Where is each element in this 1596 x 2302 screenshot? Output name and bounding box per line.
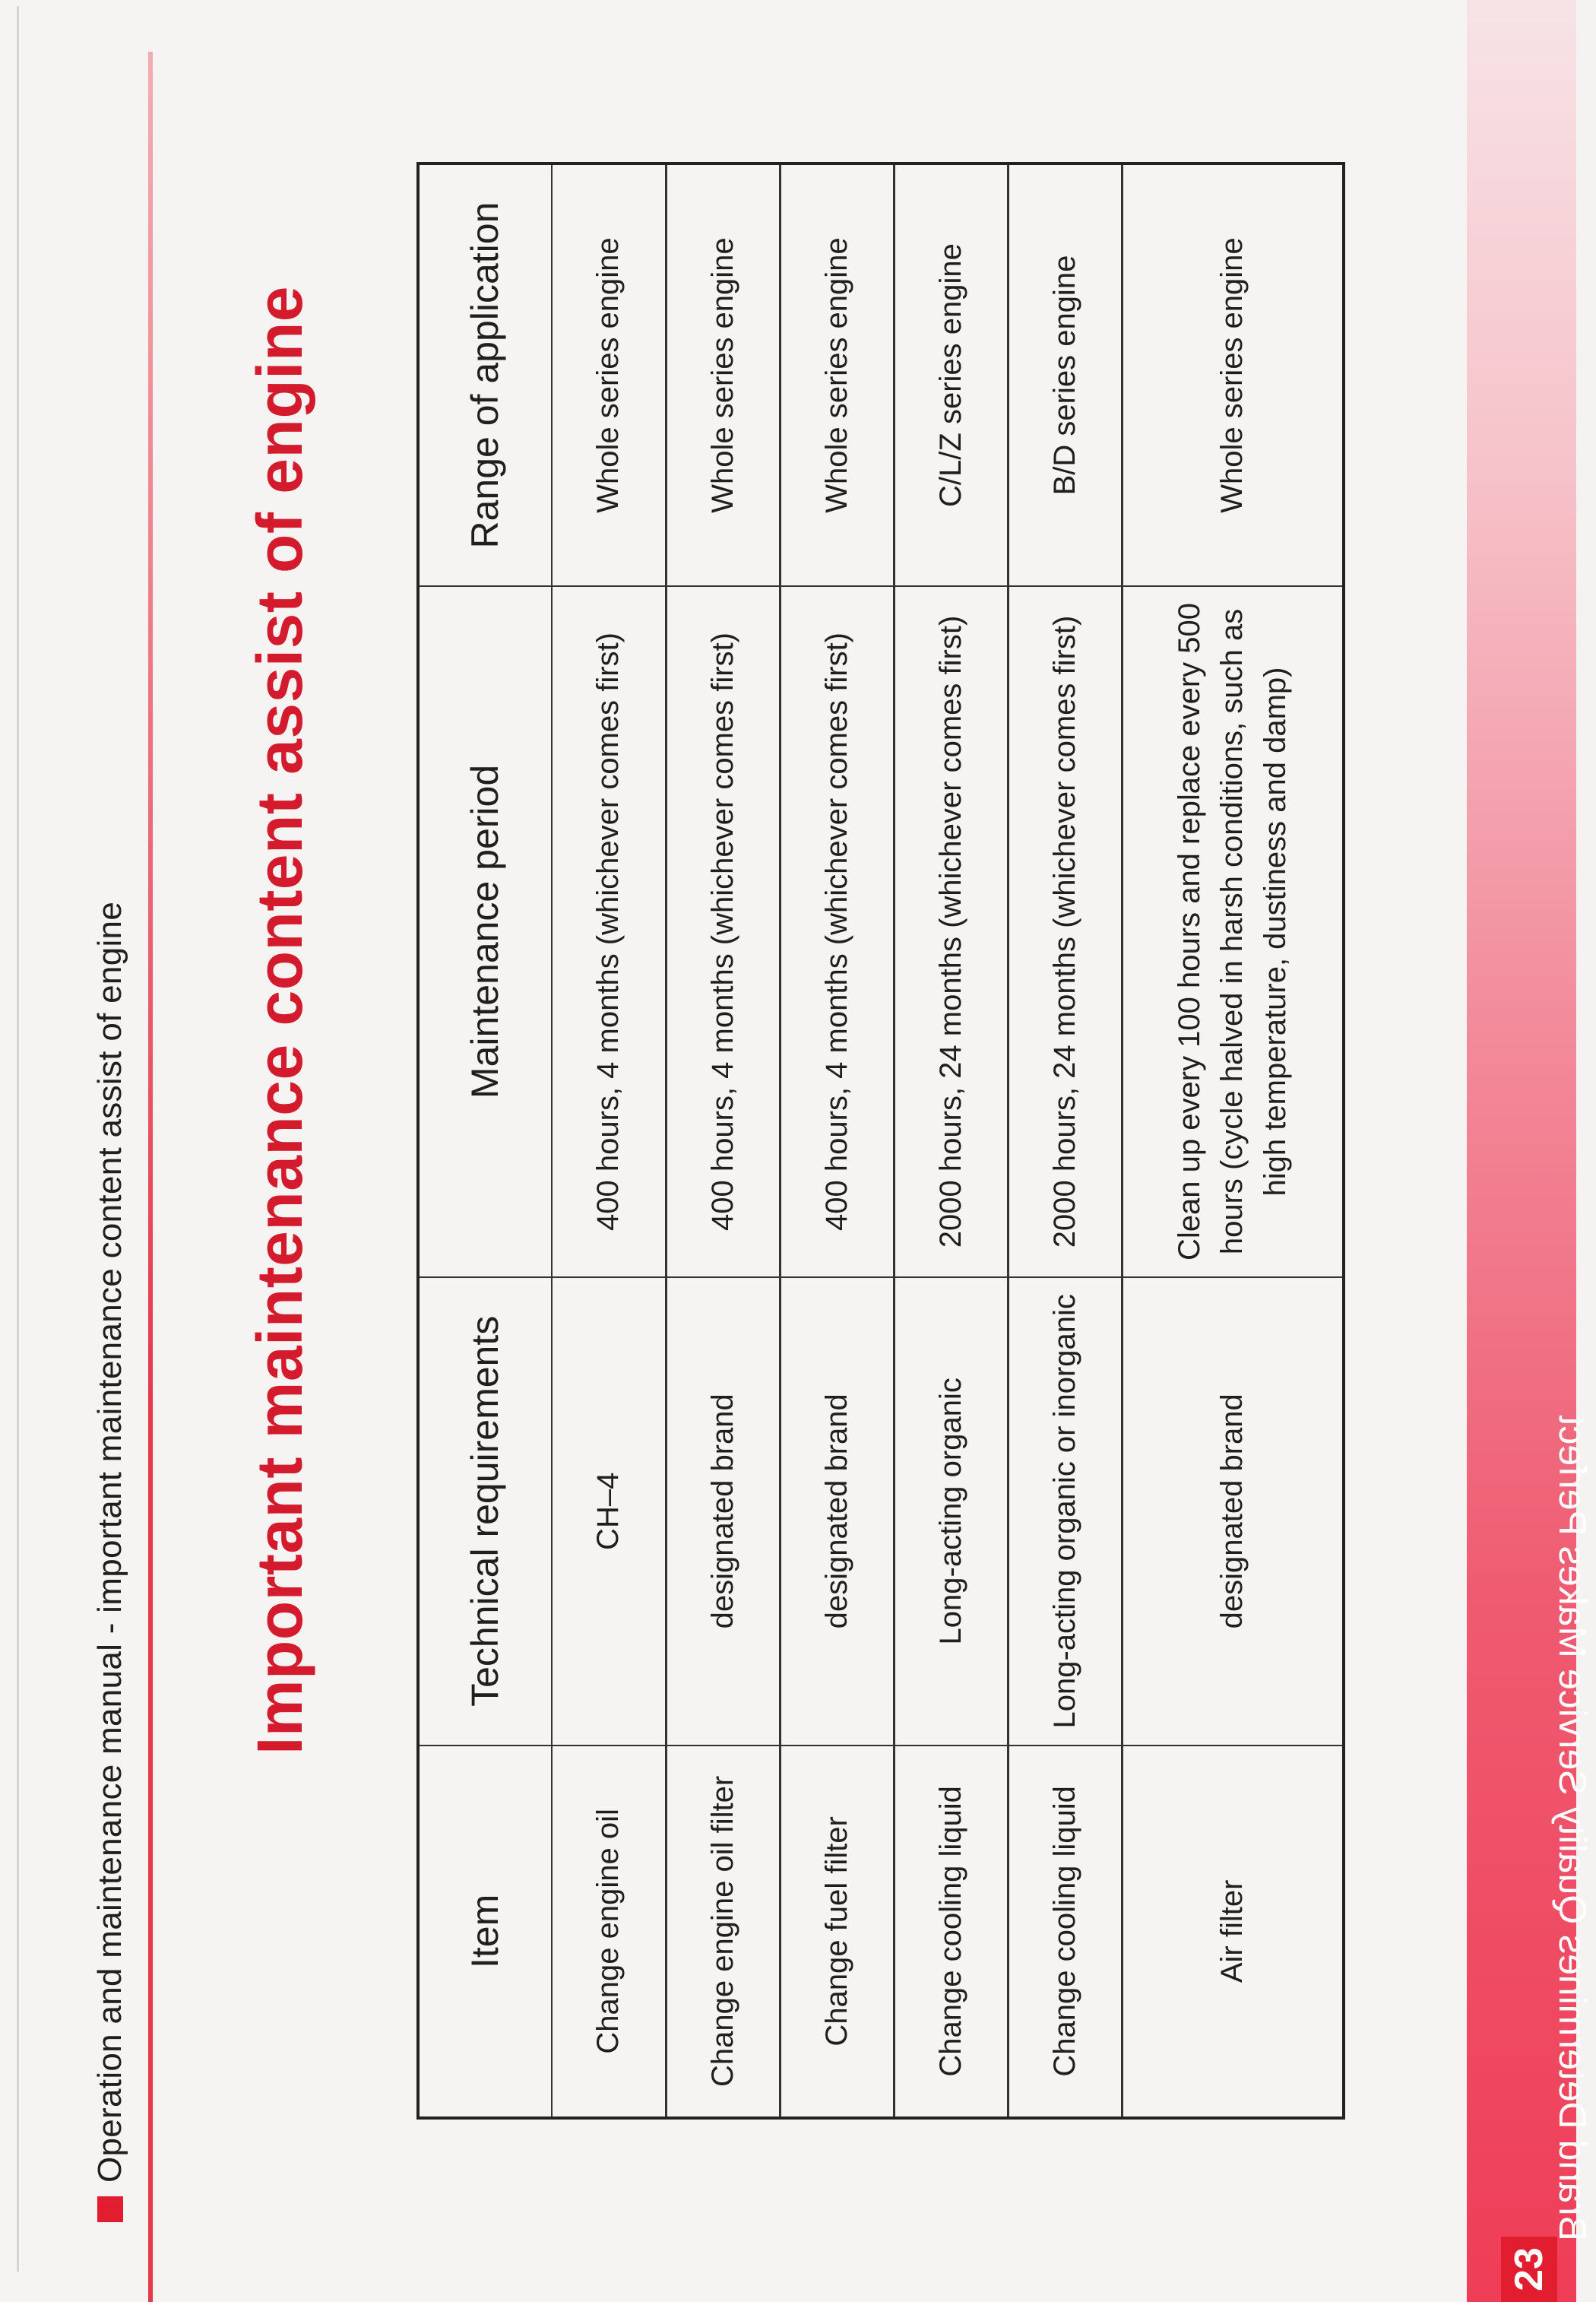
cell-range: C/L/Z series engine — [894, 163, 1008, 586]
cell-technical: designated brand — [1122, 1277, 1344, 1746]
cell-item: Change fuel filter — [780, 1746, 894, 2118]
cell-technical: designated brand — [780, 1277, 894, 1746]
cell-period: 400 hours, 4 months (whichever comes first) — [552, 586, 666, 1277]
cell-item: Change cooling liquid — [1008, 1746, 1122, 2118]
cell-period: 2000 hours, 24 months (whichever comes first) — [894, 586, 1008, 1277]
cell-item: Air filter — [1122, 1746, 1344, 2118]
column-header-range: Range of application — [418, 163, 552, 586]
cell-period: 2000 hours, 24 months (whichever comes first) — [1008, 586, 1122, 1277]
cell-period: 400 hours, 4 months (whichever comes first) — [666, 586, 780, 1277]
footer-slogan: Brand Determines Quality Service Makes Perfect — [1551, 1415, 1594, 2241]
footer-slogan-wrapper — [1550, 1101, 1596, 2241]
cell-range: Whole series engine — [1122, 163, 1344, 586]
table-row — [1122, 163, 1344, 2118]
cell-technical: designated brand — [666, 1277, 780, 1746]
cell-item: Change engine oil — [552, 1746, 666, 2118]
maintenance-table-wrapper — [416, 162, 1342, 2120]
cell-item: Change engine oil filter — [666, 1746, 780, 2118]
cell-range: Whole series engine — [666, 163, 780, 586]
cell-range: Whole series engine — [780, 163, 894, 586]
header-accent-rule — [148, 52, 153, 2302]
table-row — [1008, 163, 1122, 2118]
running-header — [84, 246, 137, 2222]
running-header-text: Operation and maintenance manual - important maintenance content assist of engine — [91, 901, 128, 2183]
cell-period: Clean up every 100 hours and replace every 500 hours (cycle halved in harsh conditions, such as high temperature, dustiness and damp) — [1122, 586, 1344, 1277]
table-row — [780, 163, 894, 2118]
column-header-technical: Technical requirements — [418, 1277, 552, 1746]
table-row — [552, 163, 666, 2118]
table-header-row — [418, 163, 552, 2118]
table-row — [666, 163, 780, 2118]
header-square-icon — [97, 2196, 123, 2222]
maintenance-table — [416, 162, 1345, 2120]
cell-technical: CH–4 — [552, 1277, 666, 1746]
page-title: Important maintenance content assist of engine — [244, 286, 315, 1755]
column-header-item: Item — [418, 1746, 552, 2118]
page-number-badge — [1501, 2237, 1557, 2302]
column-header-period: Maintenance period — [418, 586, 552, 1277]
table-row — [894, 163, 1008, 2118]
cell-technical: Long-acting organic or inorganic — [1008, 1277, 1122, 1746]
cell-range: Whole series engine — [552, 163, 666, 586]
cell-technical: Long-acting organic — [894, 1277, 1008, 1746]
cell-item: Change cooling liquid — [894, 1746, 1008, 2118]
cell-period: 400 hours, 4 months (whichever comes first) — [780, 586, 894, 1277]
page-number: 23 — [1507, 2247, 1551, 2291]
top-rule-divider — [17, 6, 19, 2272]
cell-range: B/D series engine — [1008, 163, 1122, 586]
